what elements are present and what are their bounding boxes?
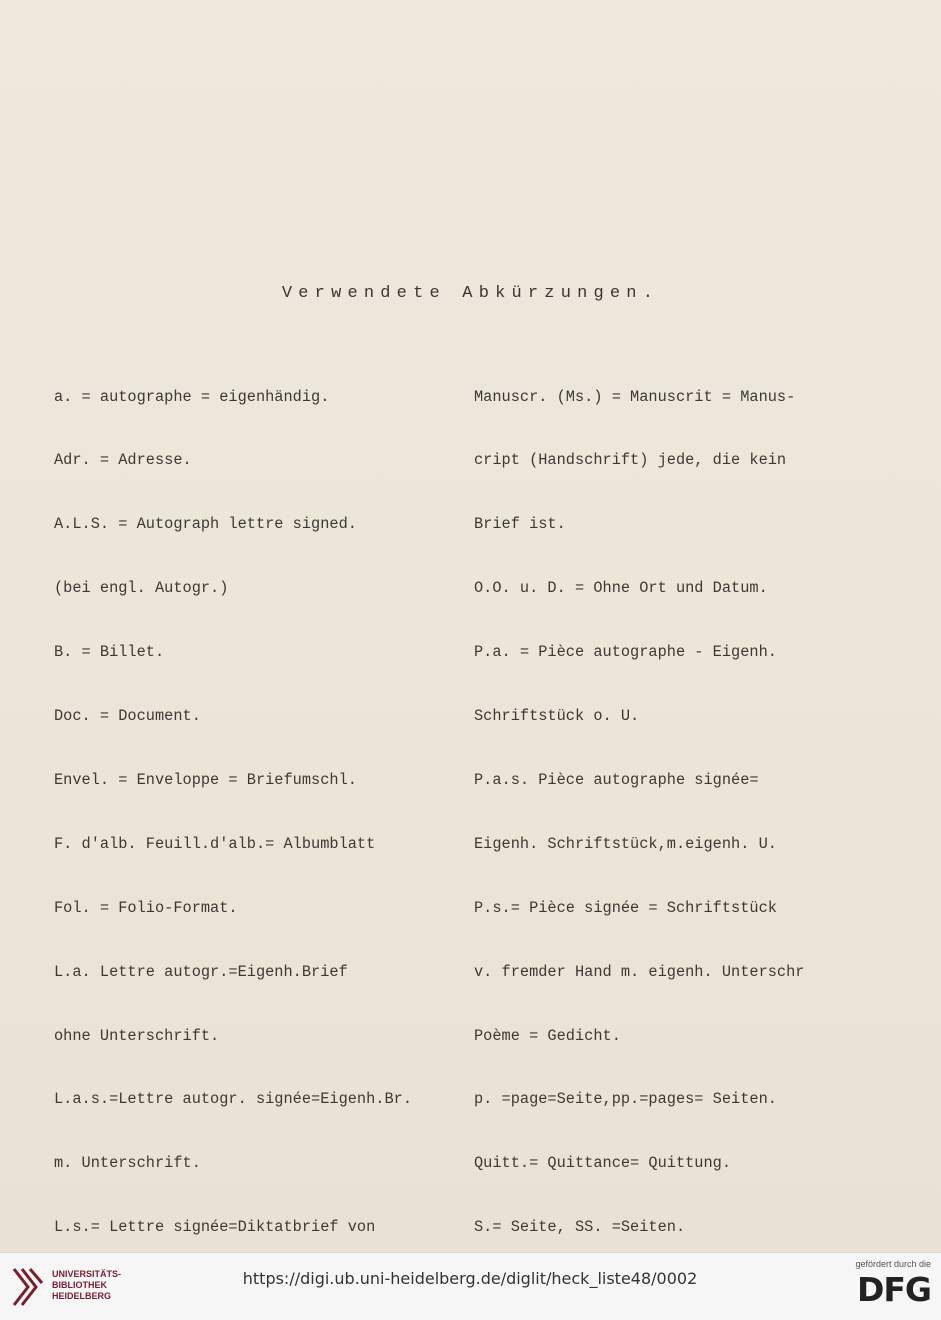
- abbreviation-line: P.s.= Pièce signée = Schriftstück: [474, 898, 777, 917]
- abbreviation-line: Schriftstück o. U.: [474, 707, 640, 726]
- funding-caption: gefördert durch die: [855, 1259, 931, 1269]
- permalink-url[interactable]: https://digi.ub.uni-heidelberg.de/diglit/heck_liste48/0002: [242, 1269, 698, 1288]
- abbreviation-line: L.a.s.=Lettre autogr. signée=Eigenh.Br.: [54, 1090, 413, 1109]
- funding-logo[interactable]: [821, 1259, 931, 1309]
- abbreviation-line: m. Unterschrift.: [54, 1154, 201, 1173]
- abbreviation-line: Fol. = Folio-Format.: [54, 898, 238, 917]
- abbreviation-line: a. = autographe = eigenhändig.: [54, 387, 330, 406]
- abbreviation-line: Eigenh. Schriftstück,m.eigenh. U.: [474, 834, 777, 853]
- abbreviation-line: P.a. = Pièce autographe - Eigenh.: [474, 643, 777, 662]
- abbreviation-line: Poème = Gedicht.: [474, 1026, 621, 1045]
- abbreviation-line: p. =page=Seite,pp.=pages= Seiten.: [474, 1090, 777, 1109]
- university-line: HEIDELBERG: [52, 1291, 112, 1301]
- abbreviation-line: Manuscr. (Ms.) = Manuscrit = Manus-: [474, 387, 796, 406]
- abbreviation-line: L.s.= Lettre signée=Diktatbrief von: [54, 1218, 376, 1237]
- page-title: Verwendete Abkürzungen.: [281, 284, 660, 303]
- viewer-footer: [0, 1252, 941, 1320]
- abbreviation-line: Brief ist.: [474, 515, 566, 534]
- abbreviation-line: S.= Seite, SS. =Seiten.: [474, 1218, 686, 1237]
- abbreviation-line: Adr. = Adresse.: [54, 451, 192, 470]
- abbreviation-line: Envel. = Enveloppe = Briefumschl.: [54, 770, 357, 789]
- abbreviation-line: Quitt.= Quittance= Quittung.: [474, 1154, 732, 1173]
- abbreviation-line: L.a. Lettre autogr.=Eigenh.Brief: [54, 962, 348, 981]
- abbreviations-right-column: [474, 344, 804, 1252]
- abbreviation-line: A.L.S. = Autograph lettre signed.: [54, 515, 357, 534]
- dfg-logo-text: DFG: [856, 1270, 931, 1309]
- abbreviation-line: B. = Billet.: [54, 643, 165, 662]
- university-seal-icon: [10, 1265, 46, 1309]
- abbreviation-line: F. d'alb. Feuill.d'alb.= Albumblatt: [54, 834, 376, 853]
- university-library-logo[interactable]: [10, 1265, 170, 1309]
- abbreviation-line: O.O. u. D. = Ohne Ort und Datum.: [474, 579, 768, 598]
- university-name: [52, 1269, 121, 1302]
- abbreviation-line: Doc. = Document.: [54, 707, 201, 726]
- university-line: UNIVERSITÄTS-: [52, 1269, 122, 1279]
- abbreviation-line: P.a.s. Pièce autographe signée=: [474, 770, 759, 789]
- abbreviation-line: (bei engl. Autogr.): [54, 579, 229, 598]
- abbreviation-line: ohne Unterschrift.: [54, 1026, 220, 1045]
- abbreviation-line: cript (Handschrift) jede, die kein: [474, 451, 787, 470]
- abbreviations-left-column: [54, 344, 412, 1252]
- abbreviation-line: v. fremder Hand m. eigenh. Unterschr: [474, 962, 805, 981]
- university-line: BIBLIOTHEK: [52, 1280, 107, 1290]
